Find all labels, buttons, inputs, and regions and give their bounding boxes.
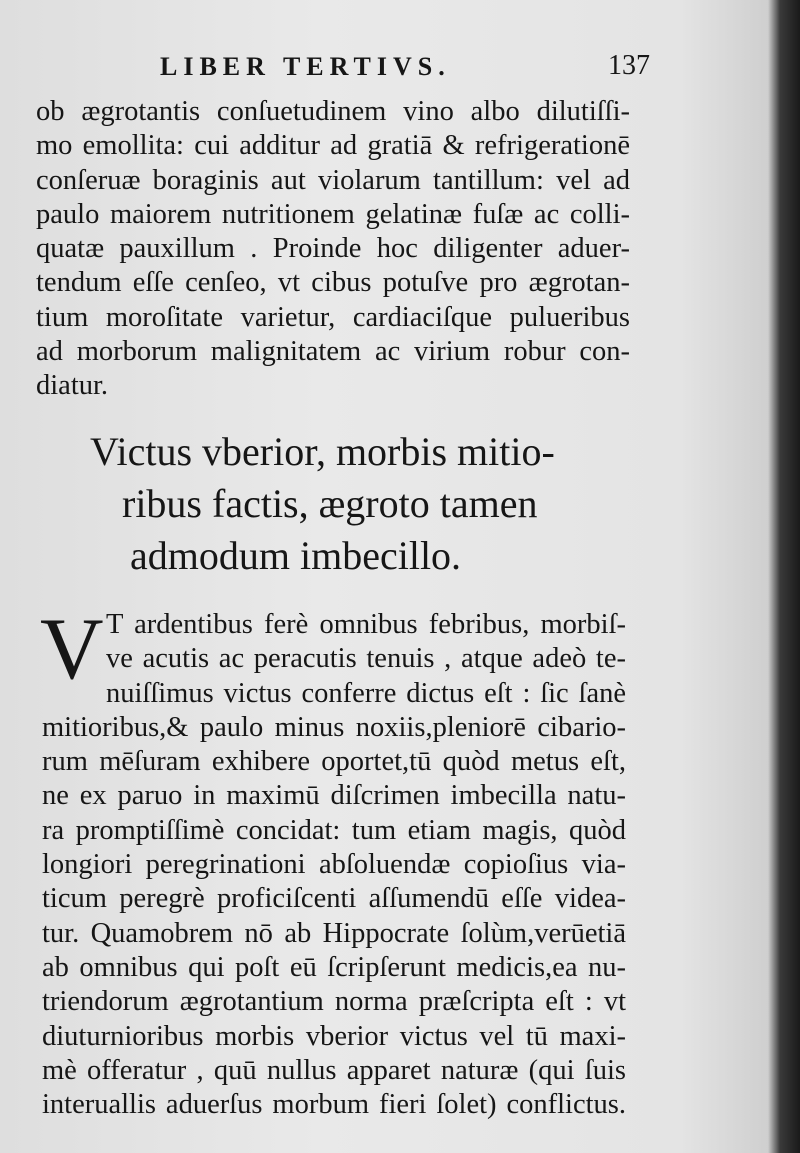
- text-line: nuiſſimus victus conferre dictus eſt : ſic ſanè: [106, 677, 626, 709]
- drop-initial: V: [40, 601, 104, 698]
- section-heading: [90, 426, 590, 582]
- running-head: LIBER TERTIVS.: [160, 52, 451, 81]
- text-line: tur. Quamobrem nō ab Hippocrate ſolùm,verūetiā: [42, 917, 626, 949]
- heading-line: Victus vberior, morbis mitio-: [90, 429, 555, 474]
- page-number: 137: [608, 50, 650, 81]
- paragraph-top: [36, 95, 630, 404]
- text-line: T ardentibus ferè omnibus febribus, morbiſ-: [106, 609, 626, 640]
- text-line: diuturnioribus morbis vberior victus vel tū maxi-: [42, 1020, 626, 1052]
- paragraph-body: [40, 601, 626, 1122]
- text-line: diatur.: [36, 370, 109, 402]
- text-line: longiori peregrinationi abſoluendæ copioſius via-: [42, 849, 626, 881]
- text-line: tium moroſitate varietur, cardiaciſque pulueribus: [36, 301, 630, 333]
- text-line: ad morborum malignitatem ac virium robur con-: [36, 336, 630, 368]
- text-line: quatæ pauxillum . Proinde hoc diligenter aduer-: [36, 233, 630, 265]
- heading-line: ribus factis, ægroto tamen: [122, 481, 538, 526]
- text-line: mo emollita: cui additur ad gratiā & refrigerationē: [36, 130, 630, 162]
- text-line: mè offeratur , quū nullus apparet naturæ (qui ſuis: [42, 1054, 626, 1086]
- text-line: ra promptiſſimè concidat: tum etiam magis, quòd: [42, 814, 626, 846]
- text-line: triendorum ægrotantium norma præſcripta eſt : vt: [42, 986, 626, 1018]
- text-line: ne ex paruo in maximū diſcrimen imbecilla natu-: [42, 780, 626, 812]
- heading-line: admodum imbecillo.: [130, 533, 462, 578]
- text-line: conſeruæ boraginis aut violarum tantillum: vel ad: [36, 164, 630, 196]
- text-line: ve acutis ac peracutis tenuis , atque adeò te-: [106, 643, 626, 675]
- text-line: interuallis aduerſus morbum fieri ſolet) conflictus.: [42, 1089, 626, 1121]
- text-line: ob ægrotantis conſuetudinem vino albo dilutiſſi-: [36, 96, 630, 127]
- text-line: ticum peregrè proficiſcenti aſſumendū eſſe videa-: [42, 883, 626, 915]
- text-line: mitioribus,& paulo minus noxiis,pleniorē cibario-: [42, 711, 626, 743]
- text-line: tendum eſſe cenſeo, vt cibus potuſve pro ægrotan-: [36, 267, 630, 299]
- page-header: [160, 50, 650, 86]
- text-line: ab omnibus qui poſt eū ſcripſerunt medicis,ea nu-: [42, 951, 626, 983]
- text-line: paulo maiorem nutritionem gelatinæ fuſæ ac colli-: [36, 198, 630, 230]
- text-line: rum mēſuram exhibere oportet,tū quòd metus eſt,: [42, 746, 626, 778]
